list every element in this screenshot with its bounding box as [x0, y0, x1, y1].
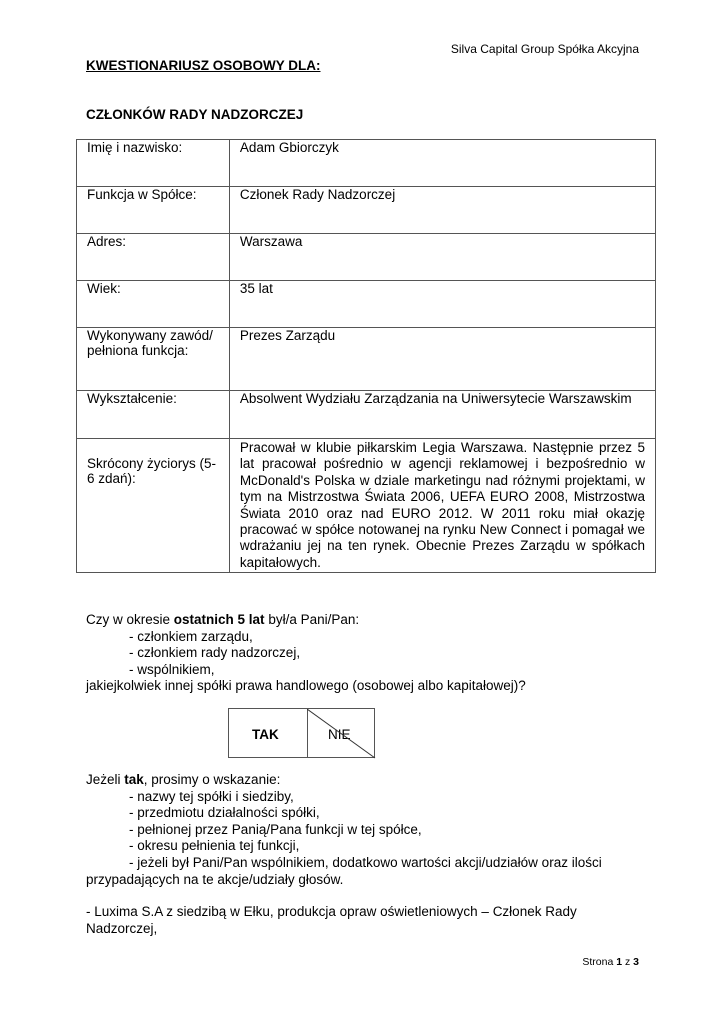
if-yes-item: - okresu pełnienia tej funkcji,: [129, 838, 300, 854]
if-yes-item: - pełnionej przez Panią/Pana funkcji w tej spółce,: [129, 821, 422, 837]
page-number: Strona 1 z 3: [582, 956, 639, 968]
field-label: Adres:: [77, 234, 230, 281]
field-value: Adam Gbiorczyk: [229, 140, 655, 187]
table-row: [77, 187, 656, 234]
field-label: Imię i nazwisko:: [77, 140, 230, 187]
question-intro: Czy w okresie ostatnich 5 lat był/a Pani/Pan:: [86, 612, 360, 627]
field-label: Funkcja w Spółce:: [77, 187, 230, 234]
field-value: Członek Rady Nadzorczej: [229, 187, 655, 234]
table-row: [77, 328, 656, 391]
table-row: [77, 281, 656, 328]
table-row: [77, 234, 656, 281]
field-label: Wiek:: [77, 281, 230, 328]
question-item: - wspólnikiem,: [129, 661, 215, 677]
question-item: - członkiem rady nadzorczej,: [129, 645, 301, 661]
table-row: [77, 391, 656, 439]
table-row: [77, 140, 656, 187]
question-item: - członkiem zarządu,: [129, 628, 253, 644]
field-label: Wykonywany zawód/ pełniona funkcja:: [77, 328, 230, 391]
if-yes-item: - jeżeli był Pani/Pan wspólnikiem, dodatkowo wartości akcji/udziałów oraz ilości: [129, 854, 602, 870]
question-block: [86, 612, 526, 695]
form-title: KWESTIONARIUSZ OSOBOWY DLA:: [86, 58, 321, 73]
field-value: Warszawa: [229, 234, 655, 281]
field-value: Prezes Zarządu: [229, 328, 655, 391]
if-yes-continuation: przypadających na te akcje/udziały głosów.: [86, 871, 344, 887]
company-entry: - Luxima S.A z siedzibą w Ełku, produkcja opraw oświetleniowych – Członek Rady Nadzorczej,: [86, 904, 577, 936]
if-yes-item: - przedmiotu działalności spółki,: [129, 805, 320, 821]
answer-no[interactable]: NIE: [328, 727, 351, 742]
company-header: Silva Capital Group Spółka Akcyjna: [450, 42, 639, 56]
form-subtitle: CZŁONKÓW RADY NADZORCZEJ: [86, 107, 304, 122]
if-yes-block: [86, 772, 602, 888]
field-value: Pracował w klubie piłkarskim Legia Warszawa. Następnie przez 5 lat pracował pośrednio w agencji reklamowej i bezpośrednio w McDonald's Polska w dziale marketingu nad różnymi projektami, w tym na Mistrzostwa Świata 2006, UEFA EURO 2008, Mistrzostwa Świata 2010 oraz nad EURO 2012. W 2011 roku miał okazję pracować w spółce notowanej na rynku New Connect i pomagał we wdrażaniu jej na ten rynek. Obecnie Prezes Zarządu w spółkach kapitałowych.: [229, 439, 655, 573]
field-value: 35 lat: [229, 281, 655, 328]
table-row: [77, 439, 656, 573]
yes-no-box: [228, 708, 375, 758]
if-yes-intro: Jeżeli tak, prosimy o wskazanie:: [86, 772, 281, 787]
personal-data-table: [76, 139, 656, 573]
if-yes-item: - nazwy tej spółki i siedziby,: [129, 788, 294, 804]
answer-yes[interactable]: TAK: [252, 727, 279, 742]
field-value: Absolwent Wydziału Zarządzania na Uniwersytecie Warszawskim: [229, 391, 655, 439]
question-outro: jakiejkolwiek innej spółki prawa handlowego (osobowej albo kapitałowej)?: [86, 678, 526, 694]
field-label: Skrócony życiorys (5-6 zdań):: [77, 439, 230, 573]
cross-out-mark: [307, 709, 376, 759]
field-label: Wykształcenie:: [77, 391, 230, 439]
